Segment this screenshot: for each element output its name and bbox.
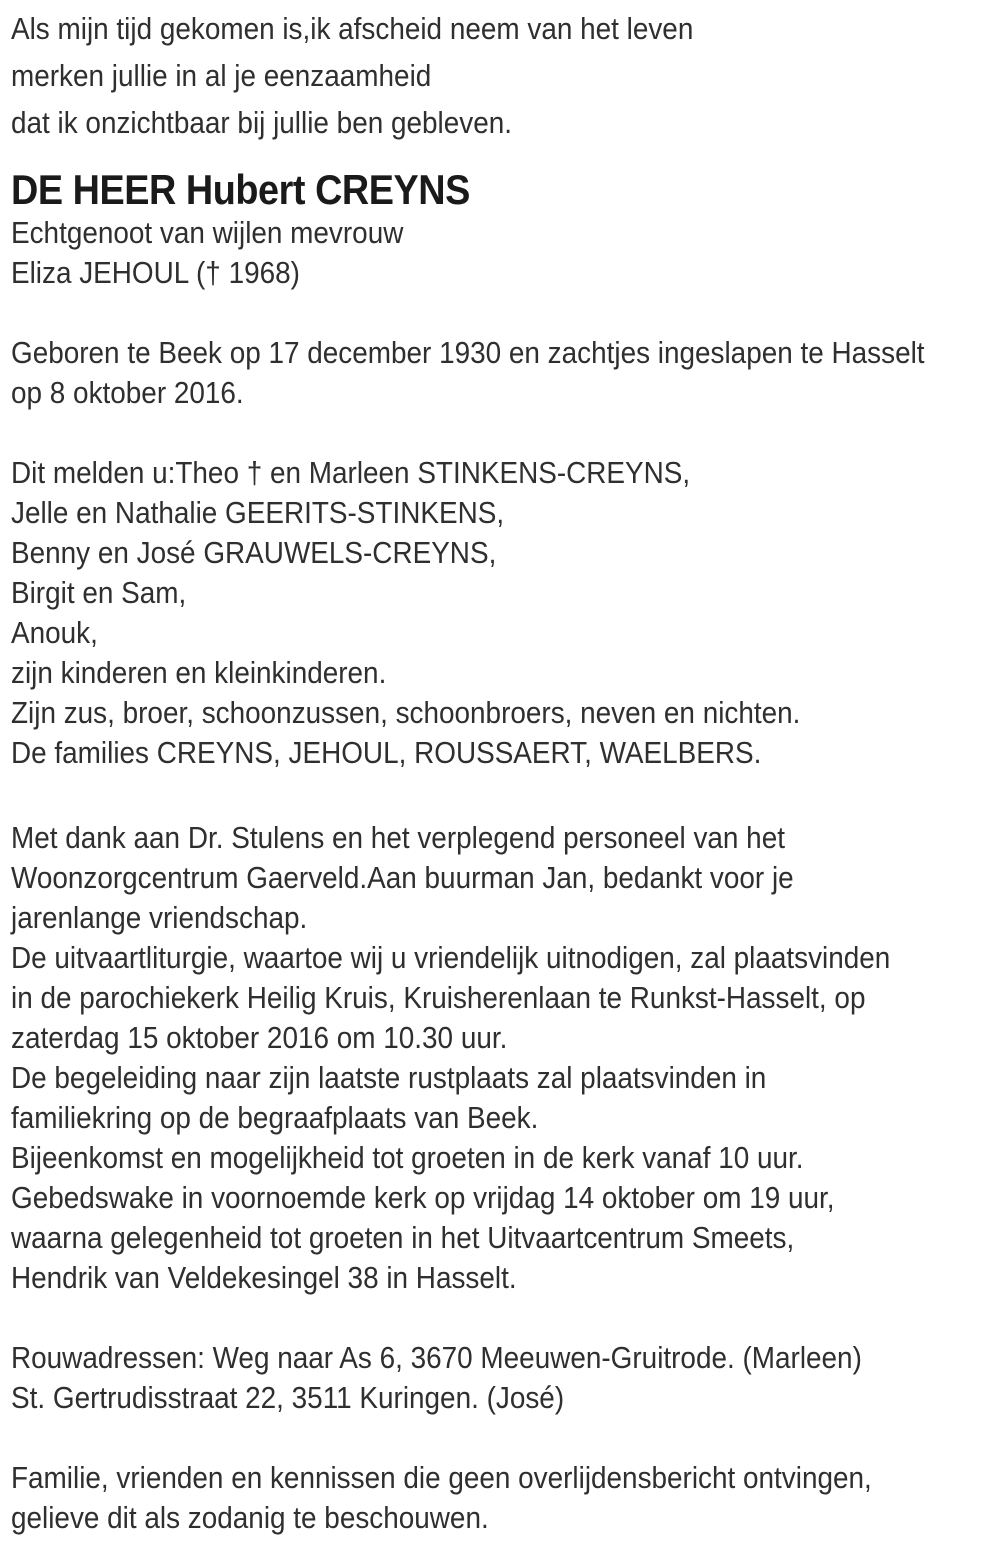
service-line: zaterdag 15 oktober 2016 om 10.30 uur.: [11, 1020, 508, 1055]
epigraph-line: Als mijn tijd gekomen is,ik afscheid neem van het leven: [11, 11, 694, 46]
service-line: familiekring op de begraafplaats van Beek.: [11, 1100, 539, 1135]
closing-note: [11, 1458, 1000, 1538]
epigraph-line: merken jullie in al je eenzaamheid: [11, 58, 432, 93]
closing-line: Familie, vrienden en kennissen die geen overlijdensbericht ontvingen,: [11, 1460, 872, 1495]
service-line: jarenlange vriendschap.: [11, 900, 308, 935]
service-line: Gebedswake in voornoemde kerk op vrijdag 14 oktober om 19 uur,: [11, 1180, 835, 1215]
spouse-line: Eliza JEHOUL († 1968): [11, 255, 300, 290]
service-line: De uitvaartliturgie, waartoe wij u vriendelijk uitnodigen, zal plaatsvinden: [11, 940, 891, 975]
service-line: Hendrik van Veldekesingel 38 in Hasselt.: [11, 1260, 517, 1295]
announcement-line: Birgit en Sam,: [11, 575, 187, 610]
epigraph-line: dat ik onzichtbaar bij jullie ben gebleven.: [11, 105, 512, 140]
announcement-family-list: [11, 453, 1000, 773]
service-details: [11, 818, 1000, 1298]
mourning-address-line: Rouwadressen: Weg naar As 6, 3670 Meeuwen-Gruitrode. (Marleen): [11, 1340, 862, 1375]
announcement-line: Benny en José GRAUWELS-CREYNS,: [11, 535, 497, 570]
announcement-line: Dit melden u:Theo † en Marleen STINKENS-CREYNS,: [11, 455, 691, 490]
service-line: Met dank aan Dr. Stulens en het verplegend personeel van het: [11, 820, 785, 855]
announcement-line: Anouk,: [11, 615, 98, 650]
spouse-line: Echtgenoot van wijlen mevrouw: [11, 215, 404, 250]
birth-death-line: Geboren te Beek op 17 december 1930 en zachtjes ingeslapen te Hasselt: [11, 335, 925, 370]
mourning-addresses: [11, 1338, 1000, 1418]
closing-line: gelieve dit als zodanig te beschouwen.: [11, 1500, 489, 1535]
announcement-line: De families CREYNS, JEHOUL, ROUSSAERT, WAELBERS.: [11, 735, 762, 770]
service-line: De begeleiding naar zijn laatste rustplaats zal plaatsvinden in: [11, 1060, 767, 1095]
birth-death-info: [11, 333, 1000, 413]
deceased-name-heading: DE HEER Hubert CREYNS: [11, 166, 470, 213]
obituary-content: [11, 0, 1000, 1538]
service-line: Bijeenkomst en mogelijkheid tot groeten in de kerk vanaf 10 uur.: [11, 1140, 804, 1175]
announcement-line: zijn kinderen en kleinkinderen.: [11, 655, 387, 690]
mourning-address-line: St. Gertrudisstraat 22, 3511 Kuringen. (José): [11, 1380, 565, 1415]
service-line: waarna gelegenheid tot groeten in het Uitvaartcentrum Smeets,: [11, 1220, 795, 1255]
service-line: Woonzorgcentrum Gaerveld.Aan buurman Jan, bedankt voor je: [11, 860, 794, 895]
epigraph: [11, 5, 1000, 146]
birth-death-line: op 8 oktober 2016.: [11, 375, 244, 410]
service-line: in de parochiekerk Heilig Kruis, Kruisherenlaan te Runkst-Hasselt, op: [11, 980, 866, 1015]
announcement-line: Zijn zus, broer, schoonzussen, schoonbroers, neven en nichten.: [11, 695, 801, 730]
spouse-info: [11, 213, 1000, 293]
announcement-line: Jelle en Nathalie GEERITS-STINKENS,: [11, 495, 505, 530]
